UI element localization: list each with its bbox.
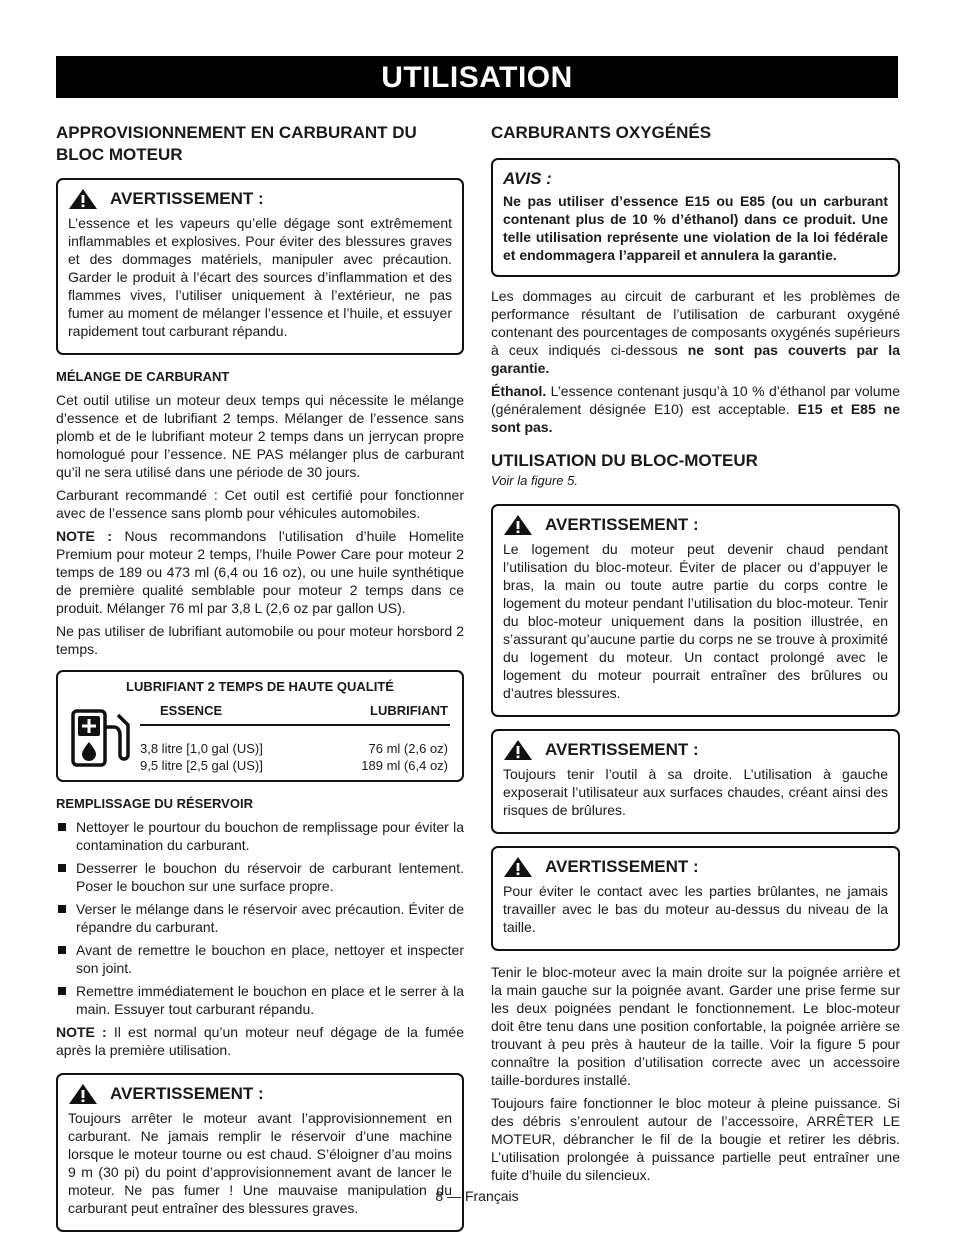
warning-box-stop-engine [56,1073,464,1232]
warning-triangle-icon [68,1083,98,1105]
fuel-table-title: LUBRIFIANT 2 TEMPS DE HAUTE QUALITÉ [126,679,394,694]
warning-text: Pour éviter le contact avec les parties brûlantes, ne jamais travailler avec le bas du moteur au-dessus du niveau de la taille. [503,883,888,935]
notice-box [491,158,900,277]
fueling-section-title: APPROVISIONNEMENT EN CARBURANT DU BLOC MOTEUR [56,123,417,164]
warning-text: Toujours tenir l’outil à sa droite. L’utilisation à gauche exposerait l’utilisateur aux surfaces chaudes, créant ainsi des risques de brûlures. [503,766,888,818]
tank-fill-title: REMPLISSAGE DU RÉSERVOIR [56,796,253,811]
note-text: Nous recommandons l’utilisation d’huile Homelite Premium pour moteur 2 temps, l’huile Power Care pour moteur 2 temps de 189 ou 473 ml (6,4 ou 16 oz), ou une huile synthétique de première qualité semblable pour moteur 2 temps dans ce produit. Mélanger 76 ml par 3,8 L (2,6 oz par gallon US). [56,528,464,616]
table-cell: 189 ml (6,4 oz) [361,758,448,773]
notice-text: Ne pas utiliser d’essence E15 ou E85 (ou un carburant contenant plus de 10 % d’éthanol) dans ce produit. Une telle utilisation représente une violation de la loi fédérale et endommagera l’appareil et annulera la garantie. [503,193,888,263]
fuel-mix-title: MÉLANGE DE CARBURANT [56,369,230,384]
warning-box-waist-level [491,846,900,951]
list-item: Desserrer le bouchon du réservoir de carburant lentement. Poser le bouchon sur une surface propre. [56,859,464,895]
warning-text: Toujours arrêter le moteur avant l’approvisionnement en carburant. Ne jamais remplir le réservoir d’une machine lorsque le moteur tourne ou est chaud. S’éloigner d’au moins 9 m (30 pi) du point d’approvisionnement avant de lancer le moteur. Ne pas fumer ! Une mauvaise manipulation du carburant peut entraîner des blessures graves. [68,1110,452,1216]
right-column [491,122,900,1189]
column-header-lubrifiant: LUBRIFIANT [370,703,448,718]
warning-box-fuel-flammable [56,178,464,355]
holding-paragraph: Tenir le bloc-moteur avec la main droite sur la poignée arrière et la main gauche sur la poignée avant. Garder une prise ferme sur les deux poignées pendant le fonctionnement. Le bloc-moteur doit être tenu dans une position confortable, la poignée arrière se trouvant à peu près à hauteur de la taille. Voir la figure 5 pour connaître la position d’utilisation correcte avec un accessoire taille-bordures installé. [491,964,900,1088]
table-cell: 3,8 litre [1,0 gal (US)] [140,741,263,756]
fuel-pump-icon [70,707,130,769]
page-banner: UTILISATION [56,56,898,98]
note-label: NOTE : [56,1024,107,1040]
tank-fill-list [56,818,464,1018]
note-label: NOTE : [56,528,113,544]
warning-box-hot-housing [491,504,900,717]
oxygenated-fuels-title: CARBURANTS OXYGÉNÉS [491,123,712,142]
fuel-mix-paragraph-3: Ne pas utiliser de lubrifiant automobile ou pour moteur horsbord 2 temps. [56,623,464,657]
column-header-essence: ESSENCE [160,703,223,718]
warning-triangle-icon [503,514,533,536]
warning-triangle-icon [68,188,98,210]
notice-heading: AVIS : [503,169,552,188]
warning-text: L’essence et les vapeurs qu’elle dégage sont extrêmement inflammables et explosives. Pour éviter des blessures graves et des dommages matériels, manipuler avec précaution. Garder le produit à l’écart des sources d’inflammation et des flammes vives, l’utiliser uniquement à l’extérieur, ne pas fumer au moment de mélanger l’essence et l’huile, et essuyer rapidement tout carburant répandu. [68,215,452,339]
fuel-mix-paragraph-2: Carburant recommandé : Cet outil est certifié pour fonctionner avec de l’essence sans plomb pour véhicules automobiles. [56,487,464,521]
warning-box-right-side [491,729,900,834]
warning-heading: AVERTISSEMENT : [545,515,699,534]
fuel-mix-note [56,527,464,617]
full-power-paragraph: Toujours faire fonctionner le bloc moteur à pleine puissance. Si des débris s’enroulent autour de l’accessoire, ARRÊTER LE MOTEUR, débrancher le fil de la bougie et retirer les débris. L’utilisation prolongée à puissance partielle peut entraîner une fuite d’huile du silencieux. [491,1095,900,1183]
table-cell: 9,5 litre [2,5 gal (US)] [140,758,263,773]
fuel-ratio-table [56,670,464,782]
page-number: 8 — Français [435,1188,519,1204]
note-text: Il est normal qu’un moteur neuf dégage de la fumée après la première utilisation. [56,1024,464,1058]
warning-heading: AVERTISSEMENT : [545,740,699,759]
list-item: Avant de remettre le bouchon en place, nettoyer et inspecter son joint. [56,941,464,977]
warning-text: Le logement du moteur peut devenir chaud pendant l’utilisation du bloc-moteur. Éviter de placer ou d’appuyer le bras, la main ou toute autre partie du corps contre le logement du moteur pendant l’utilisation du bloc-moteur. Tenir du bloc-moteur uniquement dans la position illustrée, en s’assurant qu’aucune partie du corps ne se trouve à proximité du logement du moteur. Un contact prolongé avec le logement du moteur pourrait entraîner des brûlures ou d’autres blessures. [503,541,888,701]
ethanol-paragraph: Éthanol. L’essence contenant jusqu’à 10 % d’éthanol par volume (généralement désignée E10) est acceptable. E15 et E85 ne sont pas. [491,383,901,435]
warning-heading: AVERTISSEMENT : [110,1084,264,1103]
left-column [56,122,464,1235]
table-cell: 76 ml (2,6 oz) [368,741,448,756]
list-item: Remettre immédiatement le bouchon en place et le serrer à la main. Essuyer tout carburant répandu. [56,982,464,1018]
tank-fill-note [56,1023,464,1059]
figure-reference: Voir la figure 5. [491,473,578,488]
warning-heading: AVERTISSEMENT : [110,189,264,208]
power-head-use-title: UTILISATION DU BLOC-MOTEUR [491,451,758,470]
fuel-mix-paragraph-1: Cet outil utilise un moteur deux temps qui nécessite le mélange d’essence et de lubrifiant 2 temps. Mélanger de l’essence sans plomb et de le lubrifiant moteur 2 temps dans un jerrycan propre homologué pour l’essence. NE PAS mélanger plus de carburant qu’il ne sera utilisé dans une période de 30 jours. [56,392,464,480]
warning-triangle-icon [503,856,533,878]
list-item: Nettoyer le pourtour du bouchon de remplissage pour éviter la contamination du carburant. [56,818,464,854]
page-footer [0,1187,954,1205]
warning-heading: AVERTISSEMENT : [545,857,699,876]
list-item: Verser le mélange dans le réservoir avec précaution. Éviter de répandre du carburant. [56,900,464,936]
oxygenated-paragraph: Les dommages au circuit de carburant et les problèmes de performance résultant de l’utilisation de carburant oxygéné contenant des pourcentages de composants oxygénés supérieurs à ceux indiqués ci-dessous ne sont pas couverts par la garantie. [491,288,900,376]
warning-triangle-icon [503,739,533,761]
